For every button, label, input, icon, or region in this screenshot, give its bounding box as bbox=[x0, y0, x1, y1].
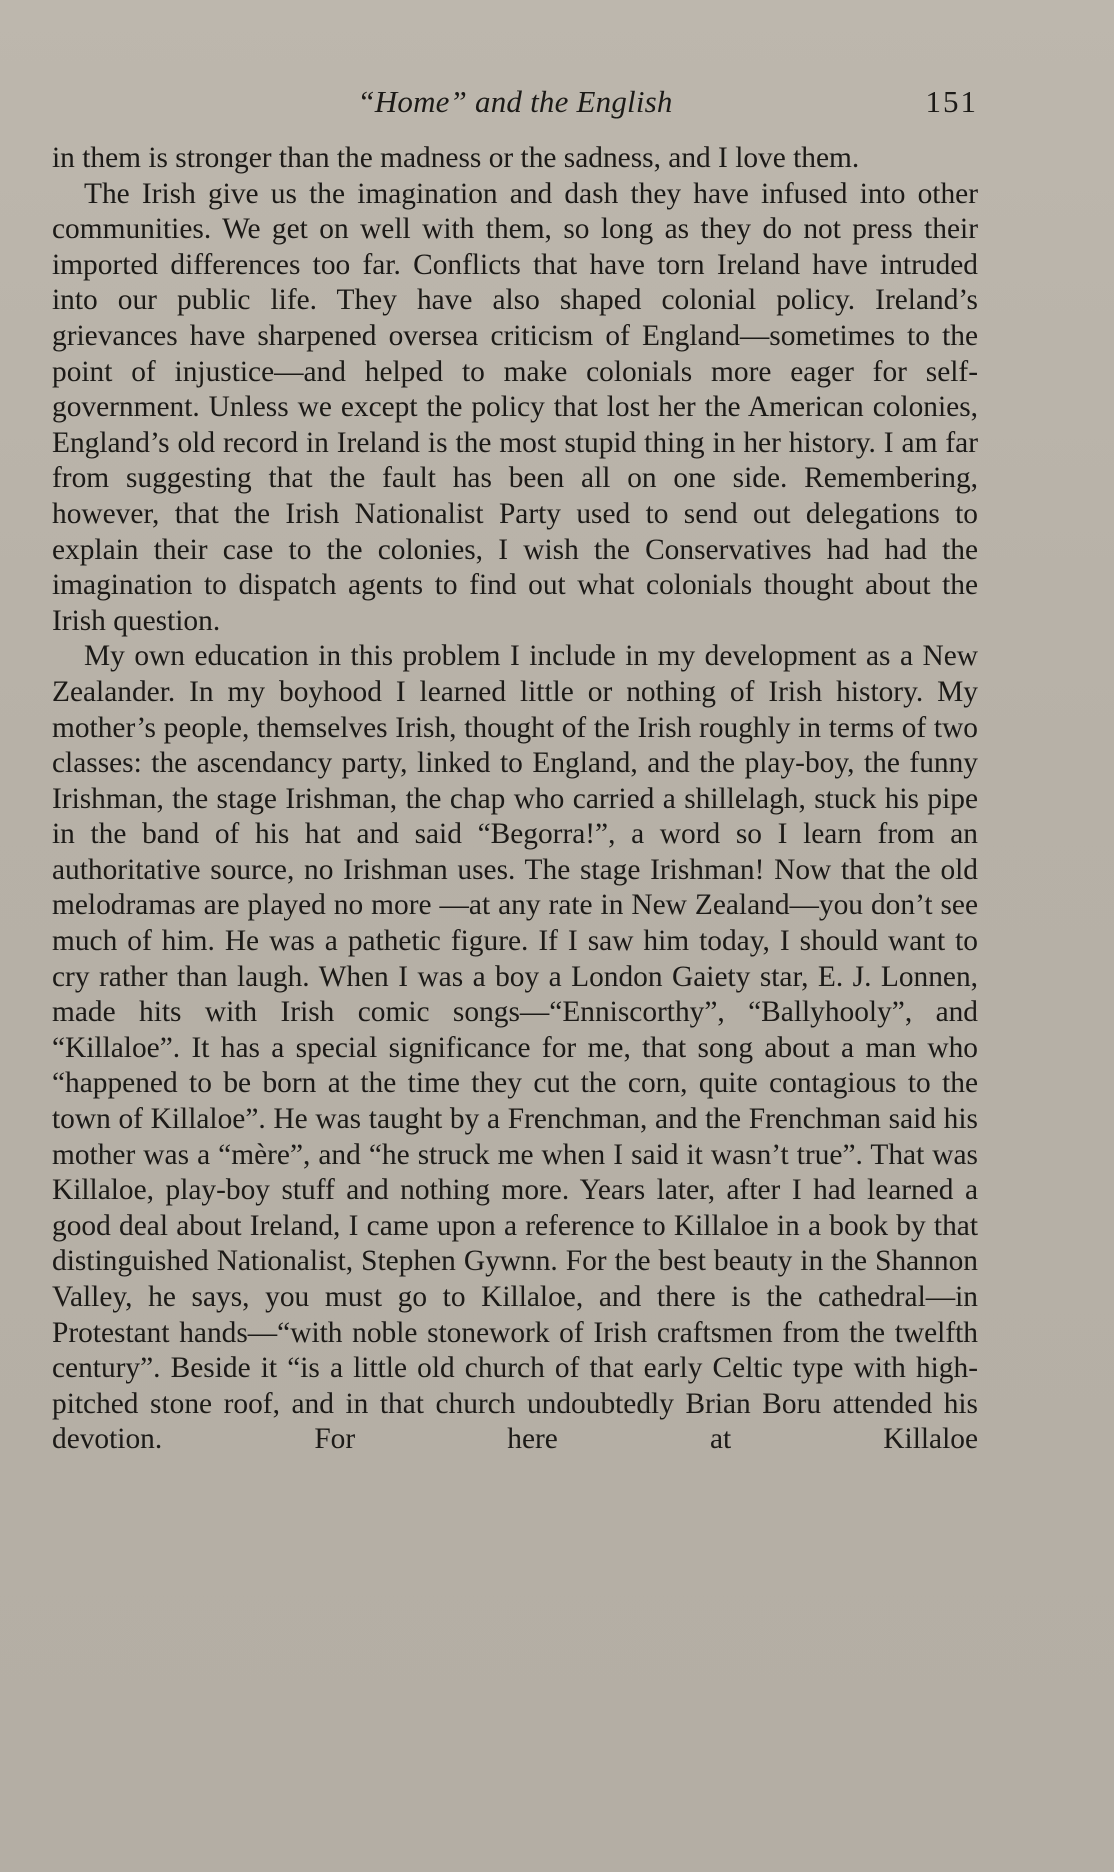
page-header bbox=[52, 84, 978, 124]
paragraph-irish-imagination: The Irish give us the imagination and dash they have infused into other communities. We get on well with them, so long as they do not press their imported differences too far. Conflicts that have torn Ireland have intruded into our public life. They have also shaped colonial policy. Ireland’s grievances have sharpened oversea criticism of England—sometimes to the point of injustice—and helped to make colonials more eager for self-government. Unless we except the policy that lost her the American colonies, England’s old record in Ireland is the most stupid thing in her history. I am far from suggesting that the fault has been all on one side. Remembering, however, that the Irish Nationalist Party used to send out delegations to explain their case to the colonies, I wish the Conservatives had had the imagination to dispatch agents to find out what colonials thought about the Irish question. bbox=[52, 177, 978, 637]
paragraph-own-education: My own education in this problem I include in my development as a New Zealander. In my boyhood I learned little or nothing of Irish history. My mother’s people, themselves Irish, thought of the Irish roughly in terms of two classes: the ascendancy party, linked to England, and the play-boy, the funny Irishman, the stage Irishman, the chap who carried a shillelagh, stuck his pipe in the band of his hat and said “Begorra!”, a word so I learn from an authoritative source, no Irishman uses. The stage Irishman! Now that the old melodramas are played no more —at any rate in New Zealand—you don’t see much of him. He was a pathetic figure. If I saw him today, I should want to cry rather than laugh. When I was a boy a London Gaiety star, E. J. Lonnen, made hits with Irish comic songs—“Enniscorthy”, “Ballyhooly”, and “Killaloe”. It has a special significance for me, that song about a man who “happened to be born at the time they cut the corn, quite contagious to the town of Killaloe”. He was taught by a Frenchman, and the Frenchman said his mother was a “mère”, and “he struck me when I said it wasn’t true”. That was Killaloe, play-boy stuff and nothing more. Years later, after I had learned a good deal about Ireland, I came upon a reference to Killaloe in a book by that distinguished Nationalist, Stephen Gywnn. For the best beauty in the Shannon Valley, he says, you must go to Killaloe, and there is the cathedral—in Protestant hands—“with noble stonework of Irish craftsmen from the twelfth century”. Beside it “is a little old church of that early Celtic type with high-pitched stone roof, and in that church undoubtedly Brian Boru attended his devotion. For here at Killaloe bbox=[52, 640, 978, 1456]
paragraph-continued: in them is stronger than the madness or the sadness, and I love them. bbox=[52, 142, 860, 174]
body-text bbox=[52, 141, 978, 1458]
running-title: “Home” and the English bbox=[357, 84, 673, 119]
page-number: 151 bbox=[925, 84, 978, 119]
